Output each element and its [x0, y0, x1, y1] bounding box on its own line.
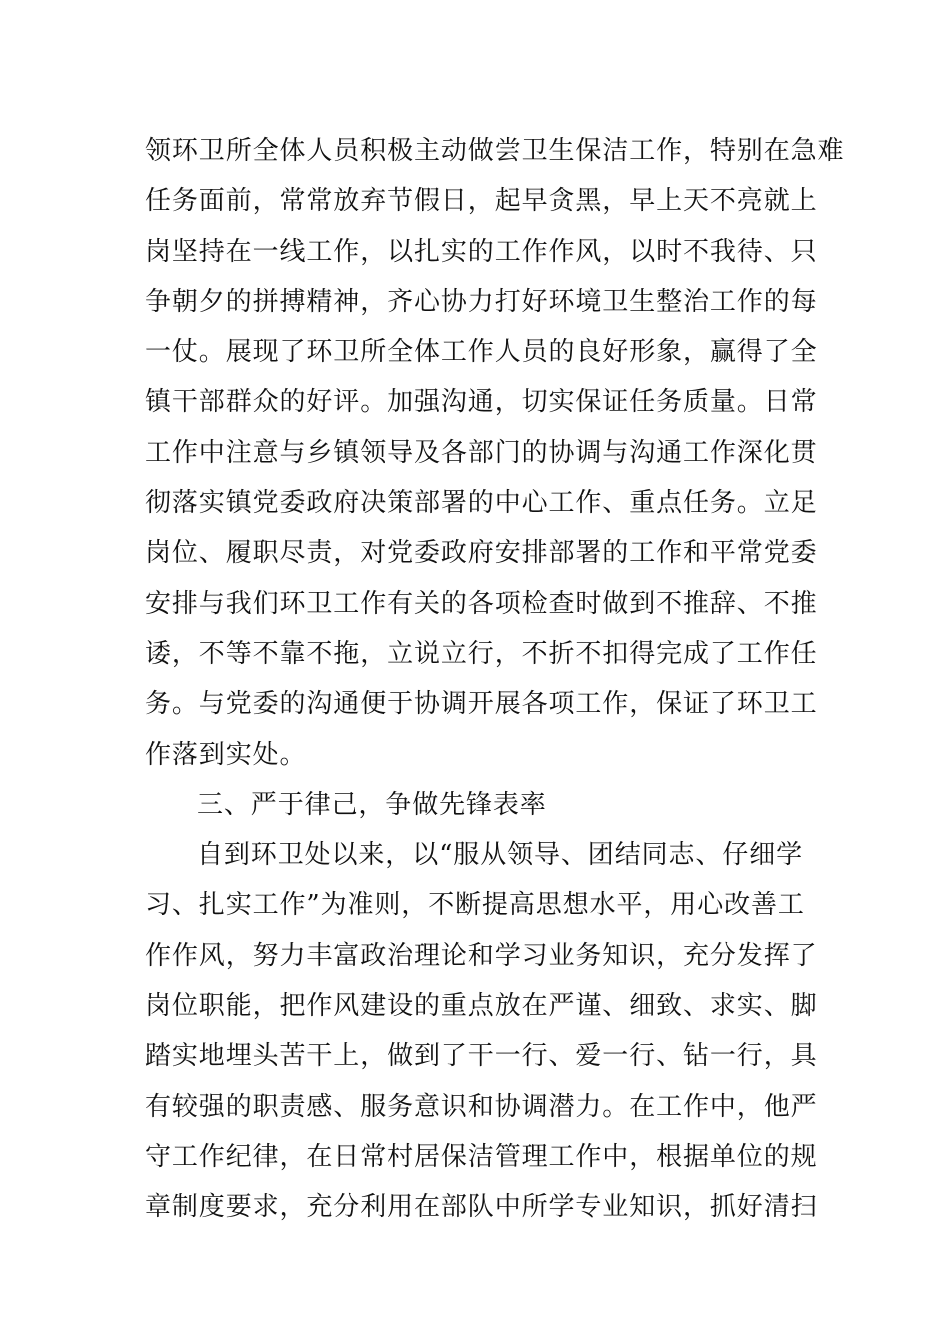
text-line: 自到环卫处以来，以“服从领导、团结同志、仔细学 — [197, 840, 803, 871]
text-line: 工作中注意与乡镇领导及各部门的协调与沟通工作深化贯 — [145, 437, 818, 468]
text-line: 岗位职能，把作风建设的重点放在严谨、细致、求实、脚 — [145, 991, 818, 1022]
text-line: 安排与我们环卫工作有关的各项检查时做到不推辞、不推 — [145, 588, 818, 619]
text-line: 彻落实镇党委政府决策部署的中心工作、重点任务。立足 — [145, 488, 818, 519]
text-line: 作作风，努力丰富政治理论和学习业务知识，充分发挥了 — [145, 940, 818, 971]
text-line: 岗坚持在一线工作，以扎实的工作作风，以时不我待、只 — [145, 236, 818, 267]
text-line: 诿，不等不靠不拖，立说立行，不折不扣得完成了工作任 — [145, 638, 818, 669]
text-line: 习、扎实工作”为准则，不断提高思想水平，用心改善工 — [145, 890, 805, 921]
text-line: 岗位、履职尽责，对党委政府安排部署的工作和平常党委 — [145, 538, 818, 569]
body-text — [145, 126, 845, 1233]
text-line: 有较强的职责感、服务意识和协调潜力。在工作中，他严 — [145, 1091, 818, 1122]
text-line: 踏实地埋头苦干上，做到了干一行、爱一行、钻一行，具 — [145, 1041, 818, 1072]
section-heading: 三、严于律己，争做先锋表率 — [197, 789, 547, 820]
text-line: 一仗。展现了环卫所全体工作人员的良好形象，赢得了全 — [145, 337, 818, 368]
text-line: 守工作纪律，在日常村居保洁管理工作中，根据单位的规 — [145, 1141, 818, 1172]
text-line: 章制度要求，充分利用在部队中所学专业知识，抓好清扫 — [145, 1192, 818, 1223]
text-line: 务。与党委的沟通便于协调开展各项工作，保证了环卫工 — [145, 689, 818, 720]
text-line: 作落到实处。 — [145, 739, 307, 770]
text-line: 镇干部群众的好评。加强沟通，切实保证任务质量。日常 — [145, 387, 818, 418]
text-line: 争朝夕的拼搏精神，齐心协力打好环境卫生整治工作的每 — [145, 286, 818, 317]
text-line: 领环卫所全体人员积极主动做尝卫生保洁工作，特别在急难 — [145, 136, 845, 166]
text-line: 任务面前，常常放弃节假日，起早贪黑，早上天不亮就上 — [145, 186, 818, 217]
